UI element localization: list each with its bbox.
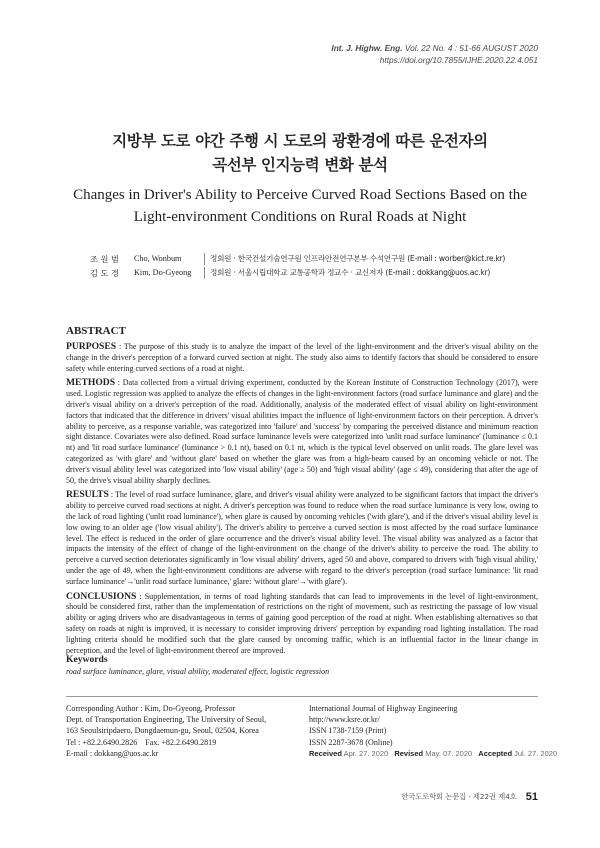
- abstract-body: [66, 342, 538, 660]
- section-text: : The purpose of this study is to analyze the impact of the level of the light-environment and the driver's visual ability on the change in the driver's perception of a forward curved section at night. The study also aims to identify factors that should be considered to ensure safety while entering curved sections of a road at night.: [66, 342, 538, 373]
- accepted-label: Accepted: [478, 748, 513, 758]
- korean-title: [60, 129, 540, 177]
- korean-title-line-1: 지방부 도로 야간 주행 시 도로의 광환경에 따른 운전자의: [112, 132, 488, 150]
- author-row: [90, 252, 530, 266]
- author-name-korean: 조 원 범: [90, 254, 119, 264]
- received-date: Apr. 27. 2020: [343, 748, 389, 758]
- section-text: : The level of road surface luminance, glare, and driver's visual ability were analyzed to be significant factors that impact the driver's ability to perceive curved road sections at night. A driver's perception was found to reduce when the road surface luminance is very low, owing to the lack of road lighting ('unlit road luminance'), when glare is caused by oncoming vehicles ('with glare'), and if the driver's visual ability level is low owing to an older age ('low visual ability'). The driver's ability to perceive a curved section is most affected by the road surface luminance level. The effect is reduced in the order of glare occurrence and the driver's visual ability level. The visual ability was analyzed as a factor that impacts the intensity of the effect of change of the light-environment on the change of the driver's ability to perceive the road. The ability to perceive a curved section deteriorates significantly in 'low visual ability' drivers, aged 50 and above, compared to drivers with 'high visual ability,' under the age of 49, when the light-environment conditions are adverse with regard to the driver's perception (road surface luminance: 'lit road surface luminance'→'unlit road surface luminance,' glare: 'without glare'→'with glare').: [66, 490, 538, 586]
- author-divider: [204, 253, 205, 265]
- abstract-conclusions: [66, 592, 538, 657]
- author-name-english: Kim, Do-Gyeong: [134, 268, 192, 277]
- accepted-date: Jul. 27. 2020: [514, 748, 558, 758]
- author-divider: [204, 267, 205, 279]
- author-affiliation: 정회원 · 서울시립대학교 교통공학과 정교수 · 교신저자 (E-mail : dokkang@uos.ac.kr): [210, 268, 491, 277]
- corresponding-email-line: E-mail : dokkang@uos.ac.kr: [66, 748, 159, 758]
- journal-citation-line: [331, 42, 538, 54]
- footer-journal-name: 한국도로학회 논문집 · 제22권 제4호: [401, 792, 517, 801]
- corresponding-dept-line: Dept. of Transportation Engineering, The University of Seoul,: [66, 715, 267, 725]
- corresponding-phone-line: Tel : +82.2.6490.2826 Fax. +82.2.6490.2819: [66, 737, 217, 747]
- revised-label: Revised: [394, 748, 424, 758]
- corresponding-address-line: 163 Seoulsiripdaero, Dongdaemun-gu, Seoul, 02504, Korea: [66, 726, 259, 736]
- abstract-methods: [66, 378, 538, 486]
- footer-divider: [66, 696, 538, 697]
- issn-online: ISSN 2287-3678 (Online): [309, 737, 393, 747]
- section-text: : Supplementation, in terms of road lighting standards that can lead to improvements in the level of light-environment, should be considered first, rather than the implementation of restrictions on the right of movement, such as restricting the passage of low visual ability or aging drivers who are disadvantageous in terms of gaining good perception of the road at night. When establishing alternatives so that safety on roads at night is improved, it is necessary to consider improving drivers' perception by expanding road lighting installation. The road lighting criteria should be modified such that the glare caused by oncoming traffic, which is an influential factor in the linear change in perception, and the level of light-environment thereof are improved.: [66, 591, 538, 655]
- english-title-line-1: Changes in Driver's Ability to Perceive Curved Road Sections Based on the: [73, 187, 527, 203]
- section-text: : Data collected from a virtual driving experiment, conducted by the Korean Institute of Construction Technology (2017), were used. Logistic regression was applied to analyze the effects of changes in the light-environment factors (road surface luminance and glare) and the driver's visual ability on a driver's perception of the road. Additionally, analysis of the moderated effect of visual ability on light-environment factors that indicated that the difference in drivers' visual abilities impact the influence of light-environment factors on their perception. A driver's ability to perceive, as a response variable, was categorized into 'failure' and 'success' by comparing the perceived distance and minimum reaction sight distance. Covariates were also defined. Road surface luminance levels were categorized into 'unlit road surface luminance' (luminance ≤ 0.1 nt) and 'lit road surface luminance' (luminance > 0.1 nt), based on 0.1 nt, which is the typical level observed on unlit roads. The glare level was categorized as 'with glare' and 'without glare' based on whether the glare was from a high-beam caused by an oncoming vehicle or not. The driver's visual ability level was categorized into 'low visual ability' (age ≥ 50) and 'high visual ability' (age ≤ 49), considering that after the age of 50, the drive's visual ability sharply declines.: [66, 378, 538, 485]
- revised-date: May. 07. 2020: [425, 748, 473, 758]
- journal-doi[interactable]: https://doi.org/10.7855/IJHE.2020.22.4.051: [379, 55, 538, 65]
- corresponding-author-line: Corresponding Author : Kim, Do-Gyeong, Professor: [66, 704, 236, 713]
- keywords-heading: Keywords: [66, 654, 108, 665]
- journal-name: Int. J. Highw. Eng.: [331, 43, 403, 53]
- author-list: [90, 252, 530, 280]
- issn-print: ISSN 1738-7159 (Print): [309, 726, 387, 736]
- author-name-english: Cho, Wonbum: [134, 254, 182, 263]
- page-footer: [401, 791, 538, 803]
- section-label: CONCLUSIONS: [66, 590, 137, 602]
- abstract-purposes: [66, 342, 538, 374]
- section-label: METHODS: [66, 377, 116, 389]
- author-affiliation: 정회원 · 한국건설기술연구원 인프라안전연구본부 수석연구원 (E-mail : worber@kict.re.kr): [210, 254, 506, 263]
- english-title-line-2: Light-environment Conditions on Rural Roads at Night: [133, 209, 467, 225]
- page-number: 51: [525, 791, 538, 803]
- abstract-results: [66, 490, 538, 587]
- english-title: [60, 184, 540, 228]
- journal-website[interactable]: http://www.ksre.or.kr/: [309, 715, 380, 725]
- abstract-heading: ABSTRACT: [66, 325, 126, 337]
- section-label: RESULTS: [66, 489, 109, 501]
- journal-issue: Vol. 22 No. 4 : 51-66 AUGUST 2020: [404, 43, 538, 53]
- corresponding-author-block: [66, 703, 296, 759]
- keywords-text: road surface luminance, glare, visual ability, moderated effect, logistic regression: [66, 667, 330, 676]
- journal-full-name: International Journal of Highway Engineering: [309, 704, 458, 713]
- journal-info: [331, 42, 538, 66]
- received-label: Received: [309, 748, 342, 758]
- section-label: PURPOSES: [66, 341, 117, 352]
- korean-title-line-2: 곡선부 인지능력 변화 분석: [212, 156, 388, 174]
- author-name-korean: 김 도 경: [90, 268, 119, 278]
- journal-registration-block: [309, 703, 558, 759]
- submission-dates: [309, 748, 558, 759]
- author-row: [90, 266, 530, 280]
